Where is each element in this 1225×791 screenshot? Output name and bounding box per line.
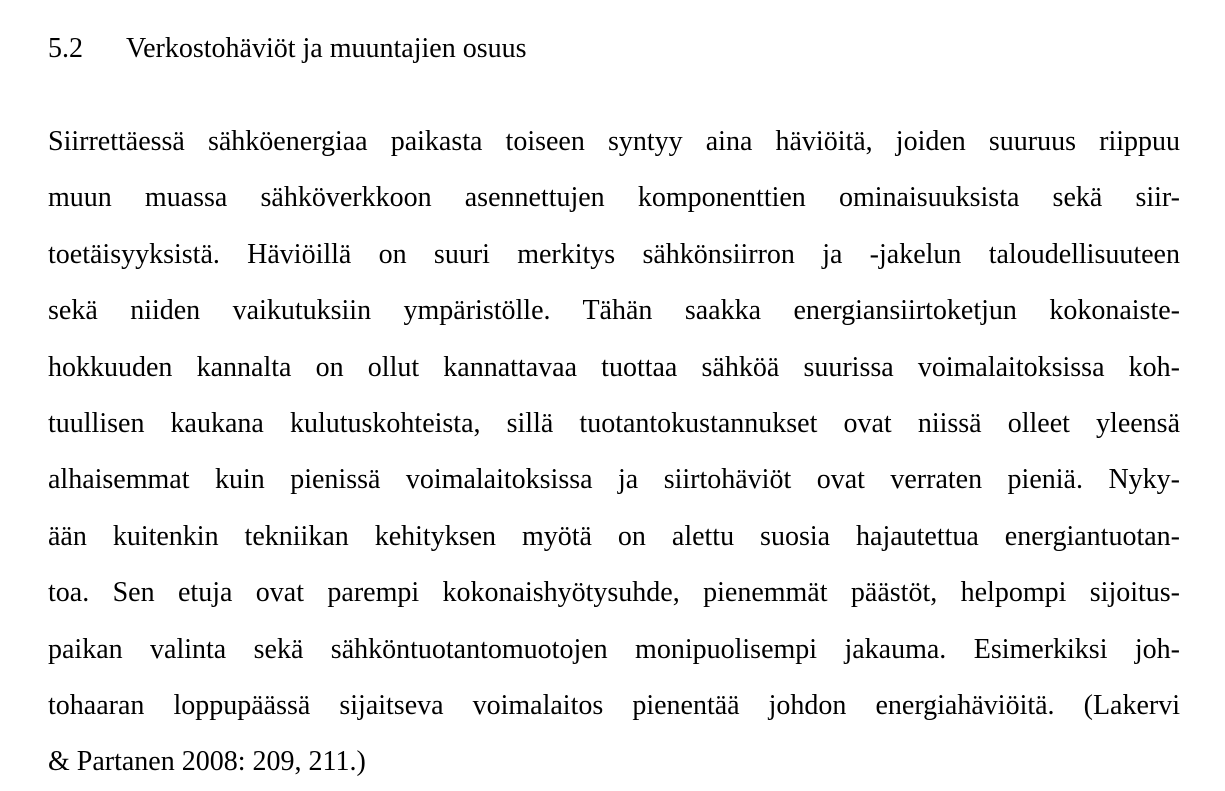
paragraph-line: Siirrettäessä sähköenergiaa paikasta toiseen syntyy aina häviöitä, joiden suuruus riippuu (48, 126, 1180, 157)
paragraph-line: hokkuuden kannalta on ollut kannattavaa tuottaa sähköä suurissa voimalaitoksissa koh- (48, 351, 1180, 383)
paragraph-line: & Partanen 2008: 209, 211.) (48, 746, 366, 778)
section-title: Verkostohäviöt ja muuntajien osuus (126, 33, 527, 64)
paragraph-line: tuullisen kaukana kulutuskohteista, sillä tuotantokustannukset ovat niissä olleet yleensä (48, 407, 1180, 439)
body-paragraph (48, 114, 1180, 791)
paragraph-line: sekä niiden vaikutuksiin ympäristölle. Tähän saakka energiansiirtoketjun kokonaiste- (48, 295, 1180, 327)
paragraph-line: tohaaran loppupäässä sijaitseva voimalaitos pienentää johdon energiahäviöitä. (Lakervi (48, 689, 1180, 721)
paragraph-line: alhaisemmat kuin pienissä voimalaitoksissa ja siirtohäviöt ovat verraten pieniä. Nyky- (48, 464, 1180, 496)
paragraph-line: toetäisyyksistä. Häviöillä on suuri merkitys sähkönsiirron ja -jakelun taloudellisuuteen (48, 238, 1180, 270)
paragraph-line: paikan valinta sekä sähköntuotantomuotojen monipuolisempi jakauma. Esimerkiksi joh- (48, 633, 1180, 665)
paragraph-line: ään kuitenkin tekniikan kehityksen myötä on alettu suosia hajautettua energiantuotan- (48, 520, 1180, 552)
paragraph-line: toa. Sen etuja ovat parempi kokonaishyötysuhde, pienemmät päästöt, helpompi sijoitus- (48, 577, 1180, 609)
paragraph-line: muun muassa sähköverkkoon asennettujen komponenttien ominaisuuksista sekä siir- (48, 182, 1180, 214)
section-heading (48, 31, 527, 67)
section-number: 5.2 (48, 33, 83, 64)
